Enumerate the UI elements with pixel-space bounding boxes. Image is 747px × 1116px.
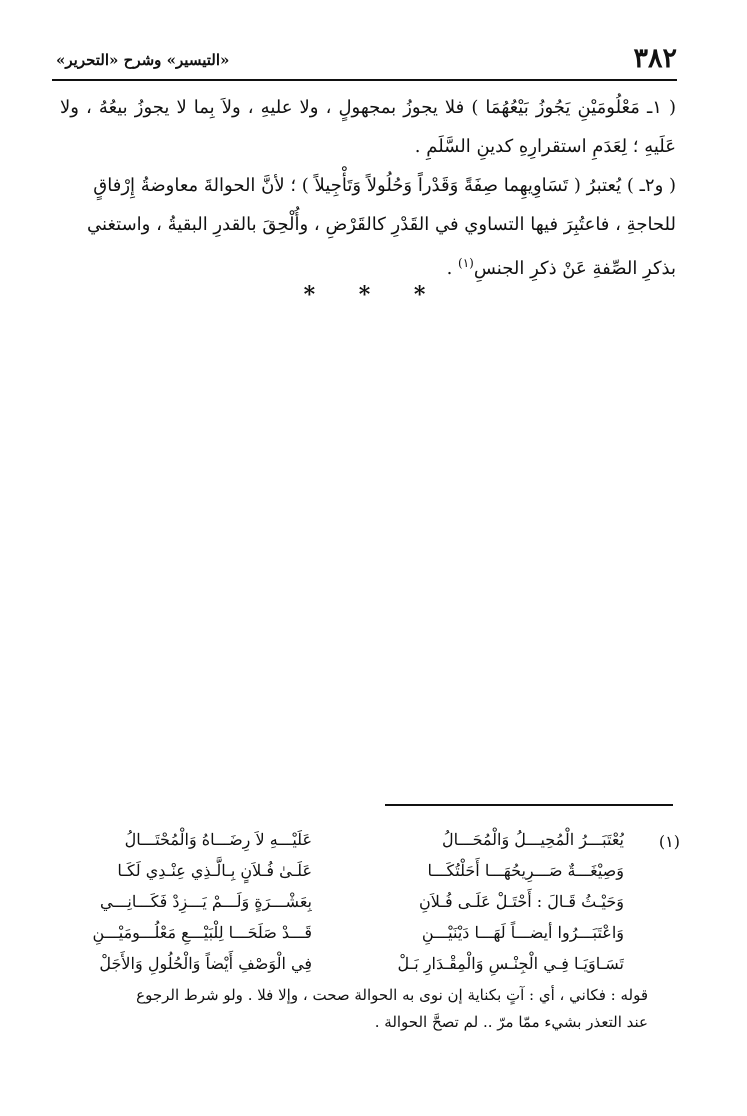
page-header: [52, 42, 677, 80]
paragraph-condition-2-end: .: [446, 258, 459, 279]
verse-second-hemistich: قَـــدْ صَلَحَـــا لِلْبَيْـــعِ مَعْلُـــومَيْـــنِ: [92, 923, 312, 942]
verse-second-hemistich: عَلَيْـــهِ لاَ رِضَـــاهُ وَالْمُحْتَـــالُ: [124, 830, 312, 849]
verse-second-hemistich: عَلَـىٰ فُـلاَنٍ بِـالَّـذِي عِنْـدِي لَكَـا: [117, 861, 312, 880]
section-separator: * * *: [303, 282, 444, 308]
verse-first-hemistich: وَحَيْـثُ قَـالَ : أَحْتَـلْ عَلَـى فُـلاَنِ: [419, 892, 624, 911]
poem: [54, 824, 624, 979]
footnote-marker: (١): [658, 832, 680, 851]
poem-verse: [54, 917, 624, 948]
verse-first-hemistich: تَسَـاوَيَـا فِـي الْجِنْـسِ وَالْمِقْـدَارِ بَـلْ: [397, 954, 624, 973]
footnote-commentary-line: عند التعذر بشيء ممّا مرّ .. لم تصحَّ الحوالة .: [374, 1013, 648, 1031]
paragraph-condition-2-text: ( و٢ـ ) يُعتبرُ ( تَسَاوِيهِما صِفَةً وَقَدْراً وَحُلُولاً وَتَأْجِيلاً ) ؛ لأنَّ الحوالةَ معاوضةُ إِرْفاقٍ للحاجةِ ، فاعتُبِرَ فيها التساوي في القَدْرِ كالقَرْضِ ، وأُلْحِقَ بالقدرِ البقيةُ ، واستغني بذكرِ الصِّفةِ عَنْ ذكرِ الجنسِ: [87, 175, 676, 279]
paragraph-condition-2: [60, 166, 676, 288]
paragraph-condition-1: ( ١ـ مَعْلُومَيْنِ يَجُوزُ بَيْعُهُمَا ) فلا يجوزُ بمجهولٍ ، ولا عليهِ ، ولاَ بِما لا يجوزُ بيعُهُ ، ولا عَلَيهِ ؛ لِعَدَمِ استقرارِهِ كدينِ السَّلَمِ .: [60, 97, 676, 157]
main-text: [60, 88, 676, 288]
poem-verse: [54, 886, 624, 917]
verse-first-hemistich: وَاعْتَبَـــرُوا أيضـــاً لَهَـــا دَيْنَيْـــنِ: [421, 923, 624, 942]
verse-first-hemistich: يُعْتَبَـــرُ الْمُحِيـــلُ وَالْمُحَـــالُ: [442, 830, 624, 849]
verse-second-hemistich: فِي الْوَصْفِ أَيْضاً وَالْحُلُولِ وَالأَجَلْ: [99, 954, 312, 973]
poem-verse: [54, 824, 624, 855]
verse-first-hemistich: وَصِيْغَـــةٌ صَـــرِيحُهَـــا أَحَلْتُكَـــا: [427, 861, 624, 880]
running-title: «التيسير» وشرح «التحرير»: [56, 51, 230, 69]
footnote-reference: (١): [458, 256, 474, 270]
verse-second-hemistich: بِعَشْـــرَةٍ وَلَـــمْ يَـــزِدْ فَكَـــانِـــي: [99, 892, 312, 911]
poem-verse: [54, 948, 624, 979]
page-number: ٣٨٢: [633, 43, 677, 74]
poem-verse: [54, 855, 624, 886]
footnote-commentary-line: قوله : فكاني ، أي : آتٍ بكناية إن نوى به الحوالة صحت ، وإلا فلا . ولو شرط الرجوع: [136, 986, 648, 1004]
footnote-rule: [385, 804, 673, 806]
header-rule: [52, 79, 677, 81]
footnote-commentary: [48, 982, 648, 1036]
